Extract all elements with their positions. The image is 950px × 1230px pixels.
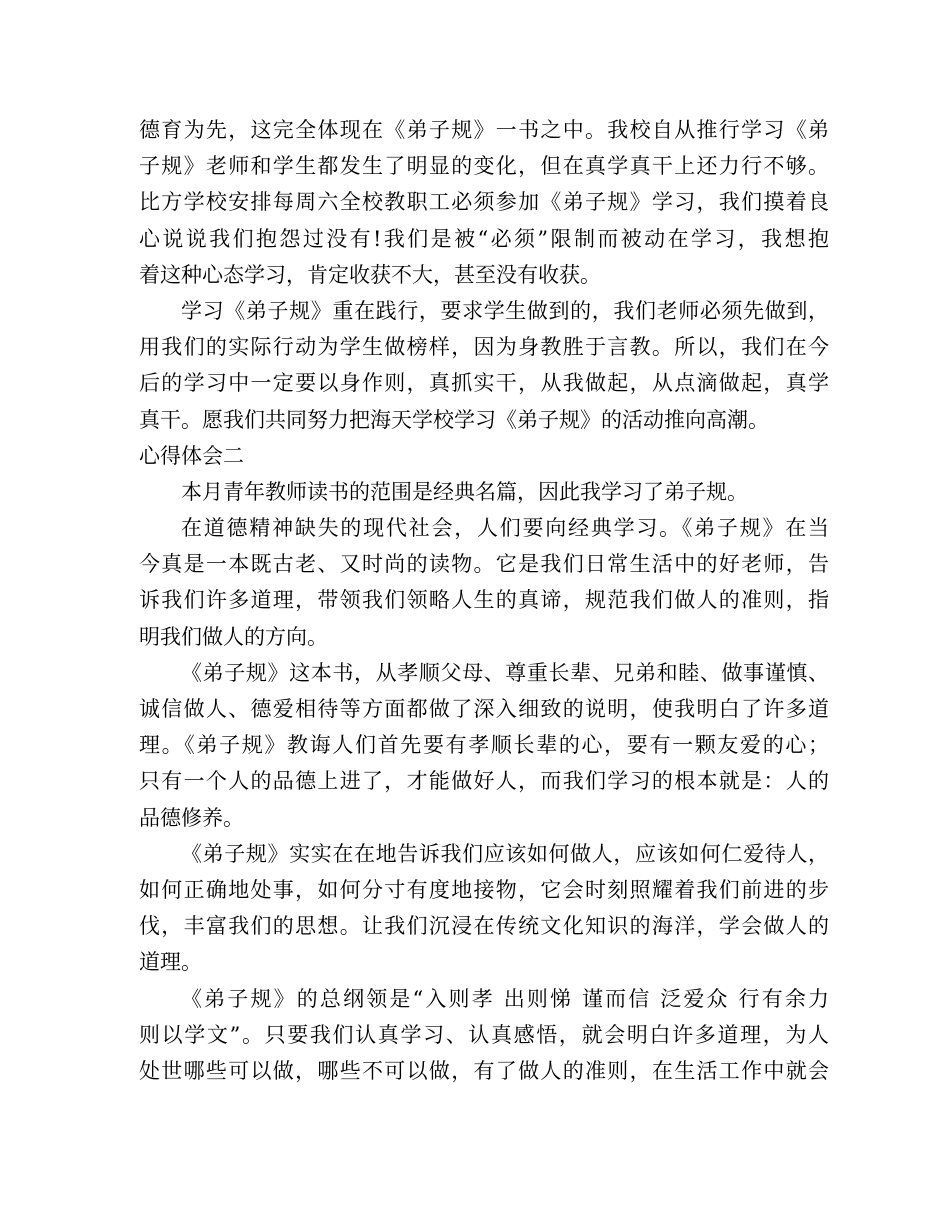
paragraph-line: 《弟子规》的总纲领是“入则孝 出则悌 谨而信 泛爱众 行有余力	[181, 986, 829, 1011]
paragraph-line: 诉我们许多道理，带领我们领略人生的真谛，规范我们做人的准则，指	[139, 588, 829, 613]
paragraph	[139, 112, 829, 293]
heading-text: 心得体会二	[139, 443, 244, 468]
paragraph	[139, 293, 829, 438]
paragraph-line: 只有一个人的品德上进了，才能做好人，而我们学习的根本就是：人的	[139, 769, 829, 794]
paragraph-line: 理。《弟子规》教诲人们首先要有孝顺长辈的心，要有一颗友爱的心；	[139, 733, 829, 758]
paragraph-line: 诚信做人、德爱相待等方面都做了深入细致的说明，使我明白了许多道	[139, 697, 829, 721]
paragraph-line: 德育为先，这完全体现在《弟子规》一书之中。我校自从推行学习《弟	[139, 118, 829, 142]
paragraph-line: 品德修养。	[139, 805, 244, 830]
paragraph-line: 在道德精神缺失的现代社会，人们要向经典学习。《弟子规》在当	[181, 516, 829, 541]
paragraph-line: 用我们的实际行动为学生做榜样，因为身教胜于言教。所以，我们在今	[139, 335, 829, 360]
paragraph-line: 今真是一本既古老、又时尚的读物。它是我们日常生活中的好老师，告	[139, 552, 829, 577]
paragraph-line: 本月青年教师读书的范围是经典名篇，因此我学习了弟子规。	[181, 479, 748, 504]
paragraph-line: 明我们做人的方向。	[139, 624, 328, 649]
paragraph-line: 处世哪些可以做，哪些不可以做，有了做人的准则，在生活工作中就会	[139, 1058, 829, 1083]
paragraph	[139, 474, 829, 510]
paragraph-line: 学习《弟子规》重在践行，要求学生做到的，我们老师必须先做到，	[181, 298, 829, 323]
paragraph-line: 《弟子规》这本书，从孝顺父母、尊重长辈、兄弟和睦、做事谨慎、	[181, 660, 829, 685]
paragraph	[139, 655, 829, 836]
paragraph-line: 子规》老师和学生都发生了明显的变化，但在真学真干上还力行不够。	[139, 154, 829, 179]
paragraph-line: 心说说我们抱怨过没有!我们是被“必须”限制而被动在学习，我想抱	[139, 226, 829, 251]
paragraph	[139, 981, 829, 1090]
paragraph	[139, 836, 829, 981]
paragraph-line: 后的学习中一定要以身作则，真抓实干，从我做起，从点滴做起，真学	[139, 371, 829, 396]
paragraph-line: 伐，丰富我们的思想。让我们沉浸在传统文化知识的海洋，学会做人的	[139, 914, 829, 939]
section-heading	[139, 438, 829, 474]
paragraph-line: 《弟子规》实实在在地告诉我们应该如何做人，应该如何仁爱待人，	[181, 841, 829, 866]
paragraph-line: 则以学文”。只要我们认真学习、认真感悟，就会明白许多道理，为人	[139, 1022, 829, 1047]
paragraph-line: 比方学校安排每周六全校教职工必须参加《弟子规》学习，我们摸着良	[139, 190, 829, 215]
paragraph-line: 道理。	[139, 950, 202, 975]
paragraph-line: 如何正确地处事，如何分寸有度地接物，它会时刻照耀着我们前进的步	[139, 877, 829, 902]
paragraph-line: 着这种心态学习，肯定收获不大，甚至没有收获。	[139, 262, 601, 287]
paragraph	[139, 510, 829, 655]
document-body	[139, 112, 829, 1089]
paragraph-line: 真干。愿我们共同努力把海天学校学习《弟子规》的活动推向高潮。	[139, 407, 769, 432]
